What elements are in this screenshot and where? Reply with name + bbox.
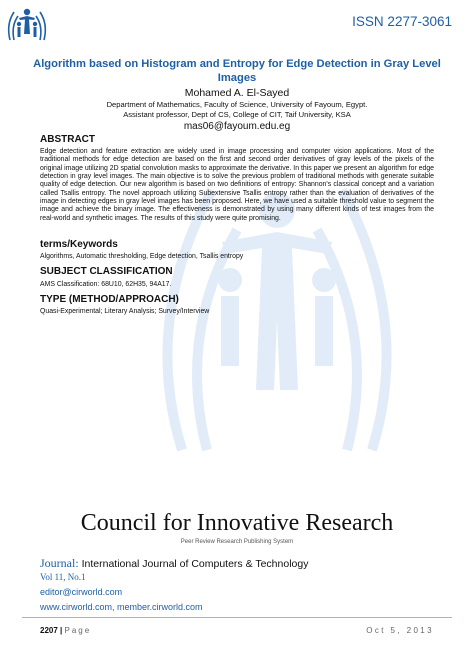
subject-text: AMS Classification: 68U10, 62H35, 94A17. — [40, 281, 172, 288]
page-footer — [40, 626, 91, 635]
author-name: Mohamed A. El-Sayed — [184, 87, 290, 99]
council-subtitle: Peer Review Research Publishing System — [180, 539, 294, 545]
keywords-heading: terms/Keywords — [40, 239, 118, 250]
affiliation-2: Assistant professor, Dept of CS, College of CIT, Taif University, KSA — [123, 110, 351, 119]
page-number: 2207 — [40, 626, 58, 635]
paper-title: Algorithm based on Histogram and Entropy for Edge Detection in Gray Level Images — [33, 58, 441, 84]
editor-email-link[interactable]: editor@cirworld.com — [40, 587, 123, 597]
type-heading: TYPE (METHOD/APPROACH) — [40, 294, 179, 305]
abstract-heading: ABSTRACT — [40, 134, 95, 145]
page-separator: | — [60, 626, 63, 635]
type-text: Quasi-Experimental; Literary Analysis; Survey/Interview — [40, 308, 210, 315]
council-title: Council for Innovative Research — [80, 510, 394, 536]
website-links[interactable]: www.cirworld.com, member.cirworld.com — [40, 602, 203, 612]
author-email: mas06@fayoum.edu.eg — [183, 121, 291, 132]
issn-label: ISSN 2277-3061 — [352, 14, 452, 29]
subject-heading: SUBJECT CLASSIFICATION — [40, 266, 173, 277]
journal-label: Journal: — [40, 556, 79, 570]
journal-name: International Journal of Computers & Technology — [81, 558, 309, 570]
publication-date: Oct 5, 2013 — [366, 626, 434, 635]
keywords-text: Algorithms, Automatic thresholding, Edge detection, Tsallis entropy — [40, 253, 244, 260]
footer-divider — [22, 617, 452, 618]
council-logo-icon — [4, 4, 50, 44]
journal-line — [40, 556, 308, 571]
page-label: Page — [64, 626, 92, 635]
affiliation-1: Department of Mathematics, Faculty of Science, University of Fayoum, Egypt. — [106, 100, 368, 109]
volume-label: Vol 11, No.1 — [40, 572, 86, 582]
abstract-text: Edge detection and feature extraction are widely used in image processing and computer vision applications. Most of the traditional methods for edge detection are based on the first and second order derivatives of gray levels of the pixels of the original image utilizing 2D spatial convolution masks to approximate the derivative. In this paper we present an algorithm for edge detection in gray level images. The main objective is to solve the previous problem of traditional methods with generate suitable quality of edge detection. Our new algorithm is based on two definitions of entropy: Shannon's classical concept and a variation called Tsallis entropy. The novel approach utilizing Subextensive Tsallis entropy rather than the evaluation of derivatives of the image in detecting edges in gray level images has been proposed. Here, we have used a suitable threshold value to segment the image and achieve the binary image. The effectiveness is demonstrated by using many different kinds of test images from the real-world and synthetic images. The results of this study were quite promising. — [40, 148, 434, 222]
